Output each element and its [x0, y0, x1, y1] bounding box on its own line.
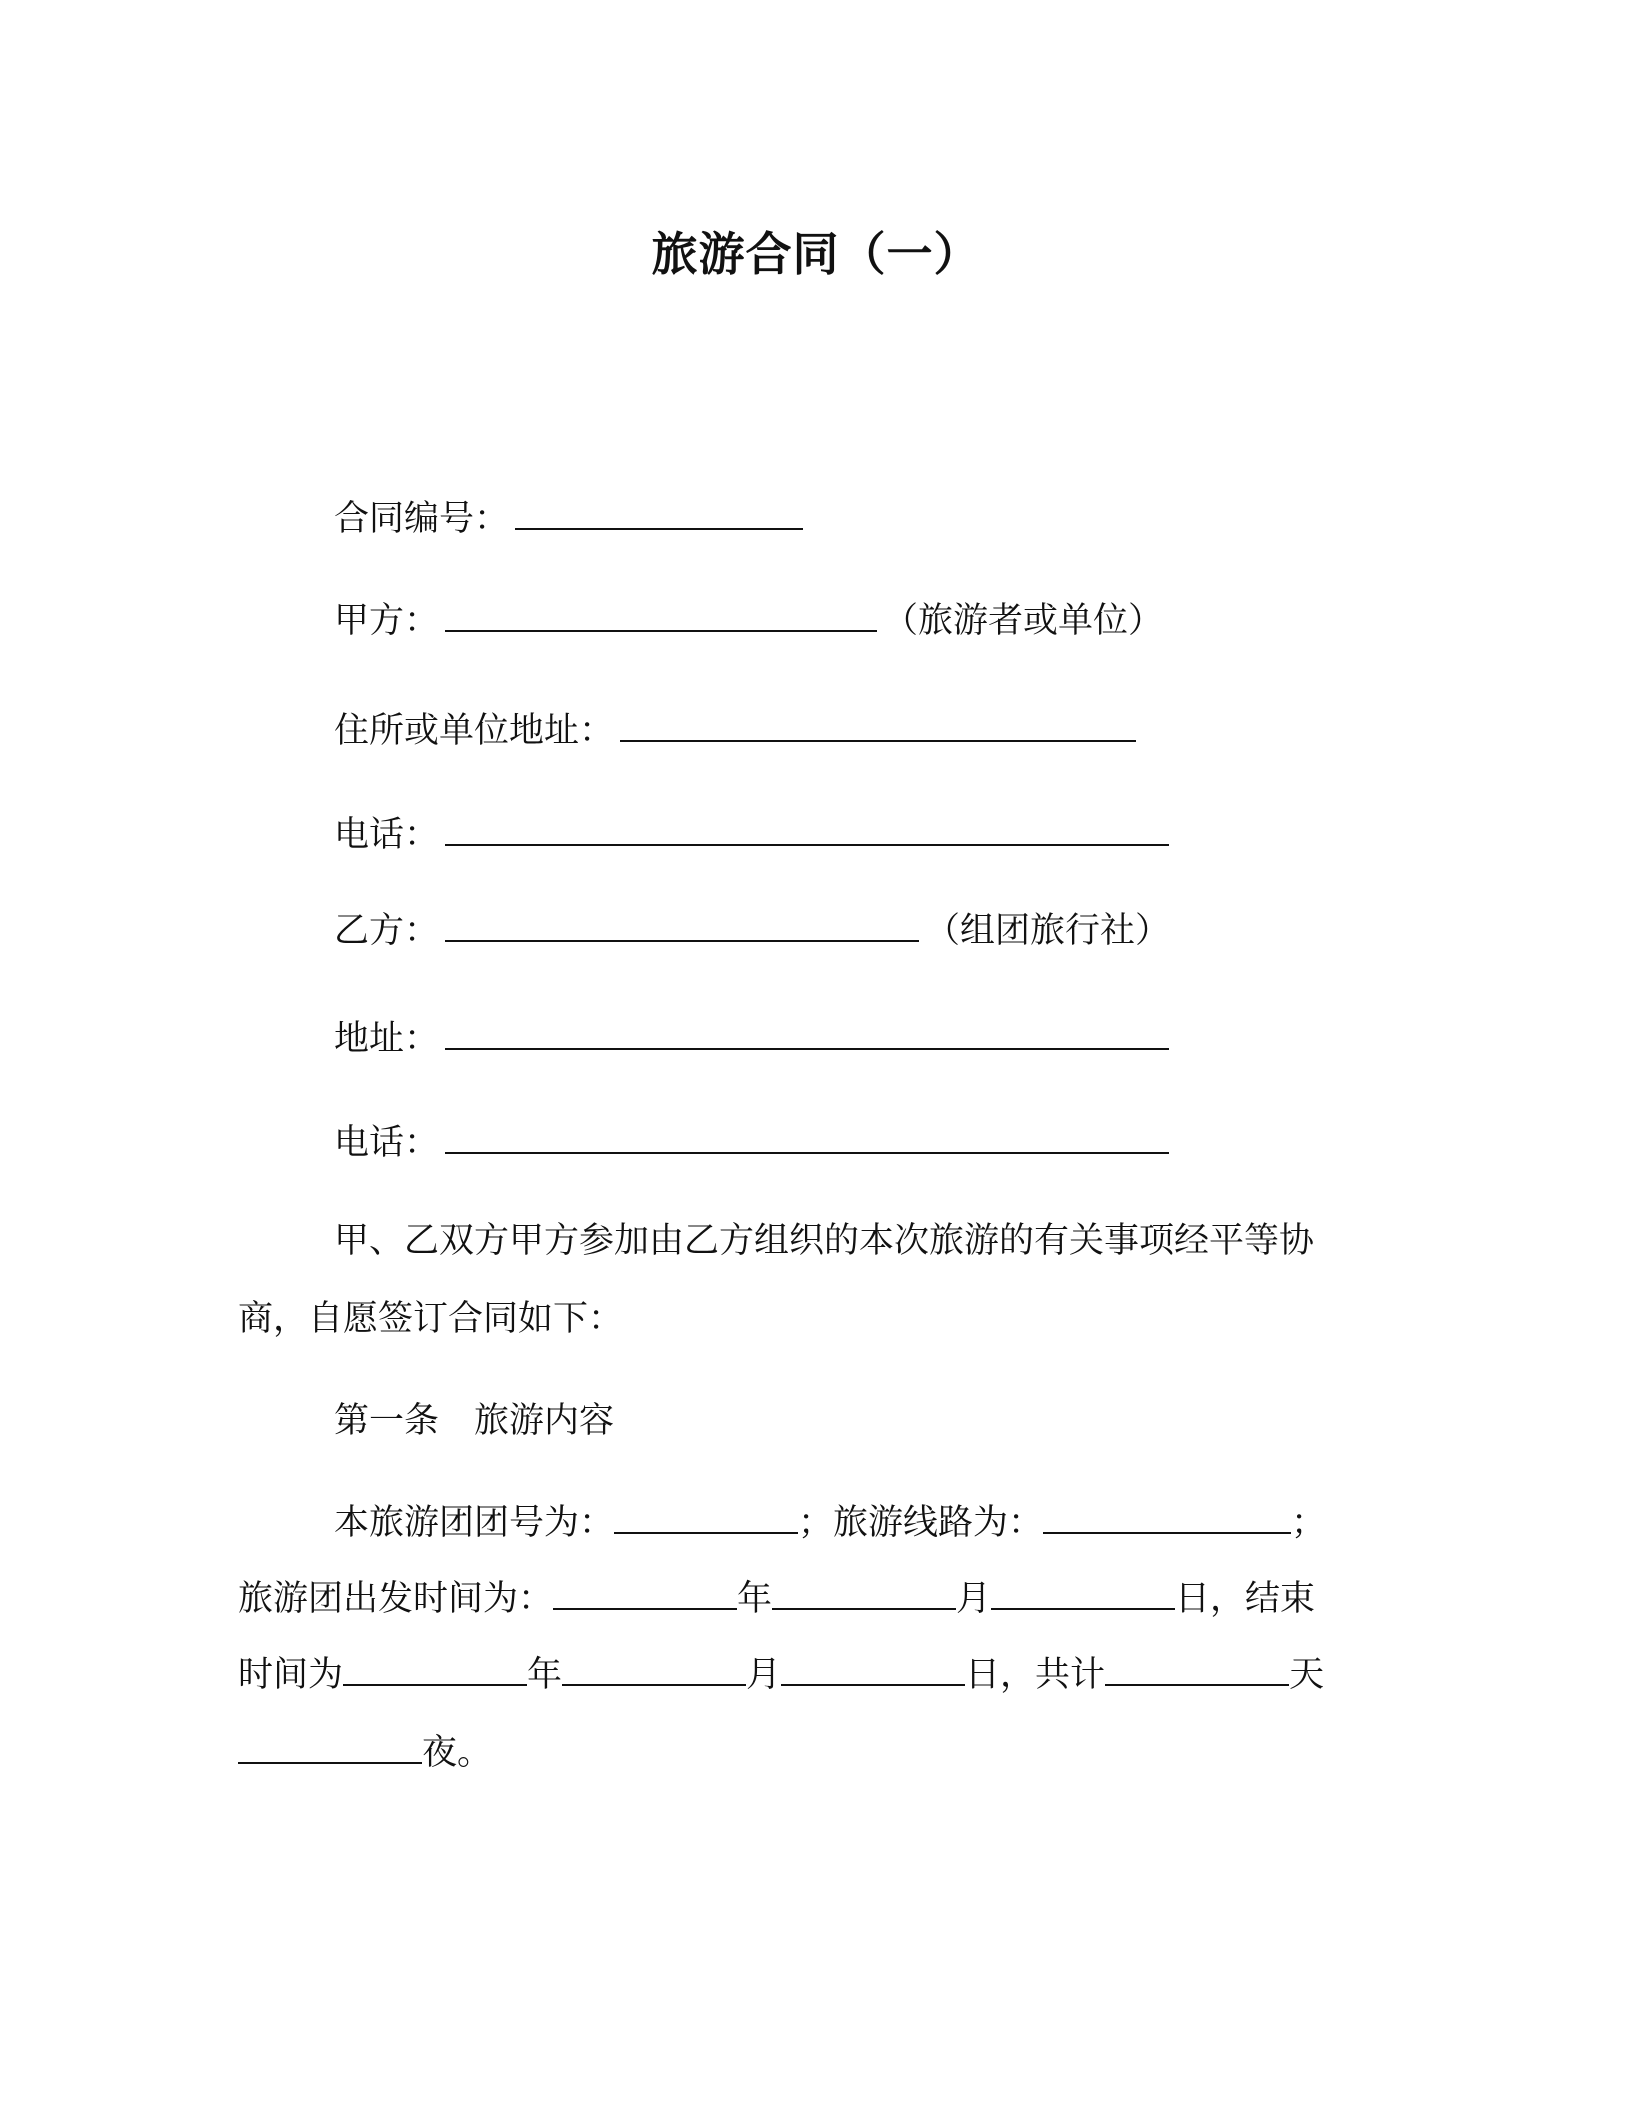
- party-a-phone-field: [334, 813, 1175, 857]
- departure-label: 旅游团出发时间为：: [238, 1579, 554, 1619]
- end-time-label: 时间为: [238, 1655, 344, 1695]
- document-title: 旅游合同（一）: [651, 227, 981, 281]
- party-b-note: （组团旅行社）: [925, 911, 1171, 951]
- party-a-address-blank[interactable]: [620, 710, 1136, 742]
- party-a-label: 甲方：: [334, 601, 440, 641]
- party-a-address-field: [334, 709, 1142, 753]
- party-b-phone-field: [334, 1121, 1175, 1165]
- total-label: 日，共计: [965, 1655, 1106, 1695]
- party-a-note: （旅游者或单位）: [883, 601, 1164, 641]
- total-nights-blank[interactable]: [238, 1732, 422, 1764]
- article-1-line-3: [238, 1653, 1324, 1697]
- departure-day-blank[interactable]: [991, 1578, 1175, 1610]
- party-b-address-field: [334, 1017, 1175, 1061]
- group-number-blank[interactable]: [614, 1502, 798, 1534]
- year-label: 年: [527, 1655, 563, 1695]
- party-a-blank[interactable]: [445, 600, 877, 632]
- article-1-heading: 第一条 旅游内容: [334, 1401, 615, 1441]
- month-label: 月: [956, 1579, 992, 1619]
- party-b-blank[interactable]: [445, 910, 919, 942]
- article-1-line-4: [238, 1731, 492, 1775]
- party-b-address-label: 地址：: [334, 1019, 440, 1059]
- article-1-line-2: [238, 1577, 1315, 1621]
- party-a-address-label: 住所或单位地址：: [334, 711, 615, 751]
- end-year-blank[interactable]: [343, 1654, 527, 1686]
- party-b-phone-label: 电话：: [334, 1123, 440, 1163]
- party-b-phone-blank[interactable]: [445, 1122, 1169, 1154]
- party-b-address-blank[interactable]: [445, 1018, 1169, 1050]
- end-day-blank[interactable]: [781, 1654, 965, 1686]
- party-a-phone-blank[interactable]: [445, 814, 1169, 846]
- intro-line-2: 商，自愿签订合同如下：: [238, 1299, 624, 1339]
- party-b-field: [334, 909, 1170, 953]
- contract-number-label: 合同编号：: [334, 499, 510, 539]
- nights-label: 夜。: [422, 1733, 493, 1773]
- end-label: 日，结束: [1175, 1579, 1316, 1619]
- contract-number-field: [334, 497, 809, 541]
- semicolon: ；: [1291, 1503, 1327, 1543]
- route-label: ；旅游线路为：: [798, 1503, 1044, 1543]
- route-blank[interactable]: [1043, 1502, 1291, 1534]
- month-label: 月: [746, 1655, 782, 1695]
- party-b-label: 乙方：: [334, 911, 440, 951]
- party-a-field: [334, 599, 1163, 643]
- contract-number-blank[interactable]: [515, 498, 803, 530]
- article-1-line-1: [334, 1501, 1326, 1545]
- departure-month-blank[interactable]: [772, 1578, 956, 1610]
- year-label: 年: [737, 1579, 773, 1619]
- end-month-blank[interactable]: [562, 1654, 746, 1686]
- total-days-blank[interactable]: [1105, 1654, 1289, 1686]
- party-a-phone-label: 电话：: [334, 815, 440, 855]
- intro-line-1: 甲、乙双方甲方参加由乙方组织的本次旅游的有关事项经平等协: [334, 1221, 1315, 1261]
- departure-year-blank[interactable]: [553, 1578, 737, 1610]
- days-label: 天: [1289, 1655, 1325, 1695]
- group-number-label: 本旅游团团号为：: [334, 1503, 615, 1543]
